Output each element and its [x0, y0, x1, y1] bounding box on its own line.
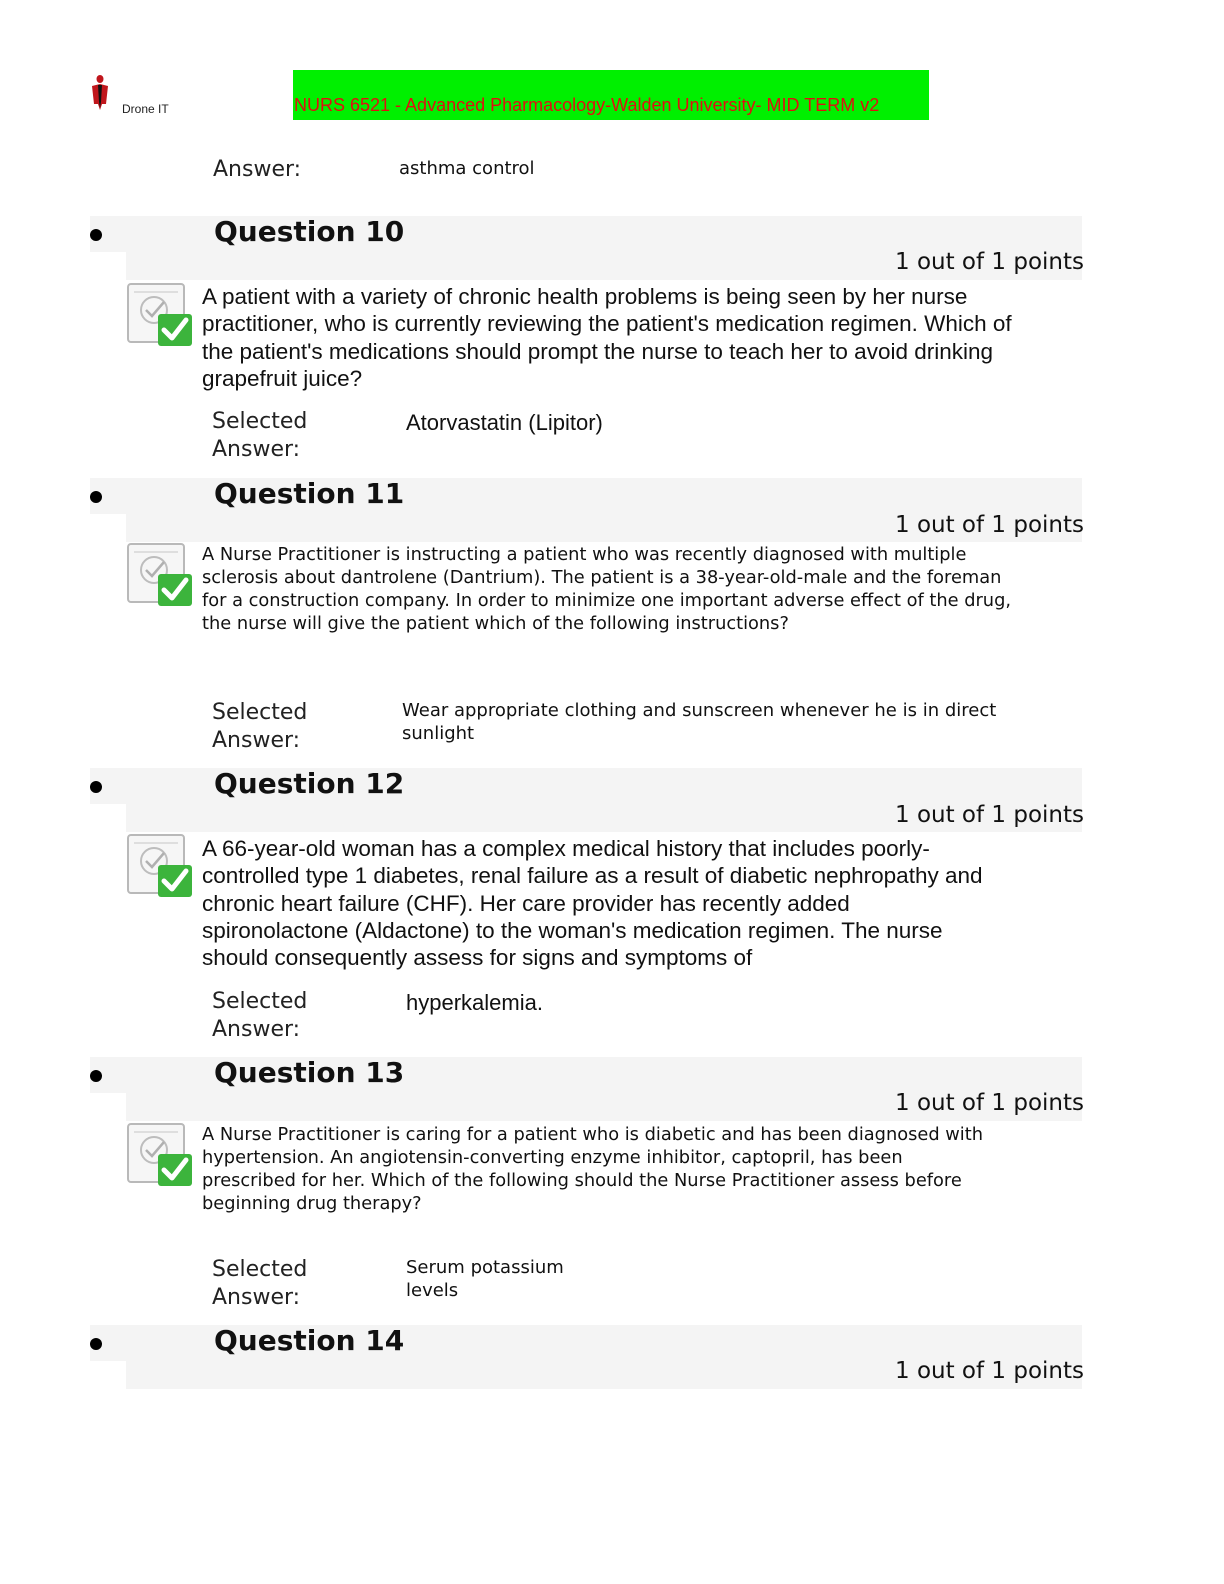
- selected-label: Selected: [212, 409, 308, 434]
- question-title: Question 14: [214, 1324, 405, 1357]
- selected-answer: Wear appropriate clothing and sunscreen whenever he is in direct sunlight: [402, 700, 997, 744]
- drone-it-logo-icon: [88, 74, 112, 112]
- answer-label: Answer:: [212, 437, 301, 462]
- answer-label: Answer:: [212, 1285, 301, 1310]
- answer-label: Answer:: [212, 728, 301, 753]
- question-title: Question 13: [214, 1056, 405, 1089]
- question-title: Question 10: [214, 215, 405, 248]
- question-title: Question 11: [214, 477, 405, 510]
- document-title-banner: NURS 6521 - Advanced Pharmacology-Walden University- MID TERM v2: [293, 70, 929, 120]
- question-text: A Nurse Practitioner is instructing a patient who was recently diagnosed with multiple sclerosis about dantrolene (Dantrium). The patient is a 38-year-old-male and the foreman for a construction company. In order to minimize one important adverse effect of the drug, the nurse will give the patient which of the following instructions?: [202, 544, 1012, 635]
- correct-check-icon: [126, 282, 194, 348]
- answer-label: Answer:: [212, 1017, 301, 1042]
- question-text: A Nurse Practitioner is caring for a patient who is diabetic and has been diagnosed with hypertension. An angiotensin-converting enzyme inhibitor, captopril, has been prescribed for her. Which of the following should the Nurse Practitioner assess before beginning drug therapy?: [202, 1124, 983, 1215]
- selected-answer: hyperkalemia.: [406, 990, 543, 1015]
- question-points: 1 out of 1 points: [895, 249, 1084, 275]
- question-points: 1 out of 1 points: [895, 512, 1084, 538]
- correct-check-icon: [126, 1122, 194, 1188]
- selected-label: Selected: [212, 1257, 308, 1282]
- bullet-icon: [90, 1070, 102, 1082]
- correct-check-icon: [126, 542, 194, 608]
- selected-label: Selected: [212, 989, 308, 1014]
- logo-text: Drone IT: [122, 102, 169, 116]
- question-text: A patient with a variety of chronic health problems is being seen by her nurse practitioner, who is currently reviewing the patient's medication regimen. Which of the patient's medications should prompt the nurse to teach her to avoid drinking grapefruit juice?: [202, 284, 1012, 391]
- question-title: Question 12: [214, 767, 405, 800]
- answer-label: Answer:: [213, 157, 302, 182]
- correct-check-icon: [126, 833, 194, 899]
- bullet-icon: [90, 781, 102, 793]
- question-text: A 66-year-old woman has a complex medical history that includes poorly-controlled type 1 diabetes, renal failure as a result of diabetic nephropathy and chronic heart failure (CHF). Her care provider has recently added spironolactone (Aldactone) to the woman's medication regimen. The nurse should consequently assess for signs and symptoms of: [202, 836, 983, 971]
- question-points: 1 out of 1 points: [895, 1090, 1084, 1116]
- bullet-icon: [90, 491, 102, 503]
- question-points: 1 out of 1 points: [895, 802, 1084, 828]
- selected-answer: Serum potassium levels: [406, 1257, 564, 1301]
- bullet-icon: [90, 229, 102, 241]
- bullet-icon: [90, 1338, 102, 1350]
- question-points: 1 out of 1 points: [895, 1358, 1084, 1384]
- selected-label: Selected: [212, 700, 308, 725]
- selected-answer: Atorvastatin (Lipitor): [406, 410, 603, 435]
- answer-value: asthma control: [399, 158, 535, 179]
